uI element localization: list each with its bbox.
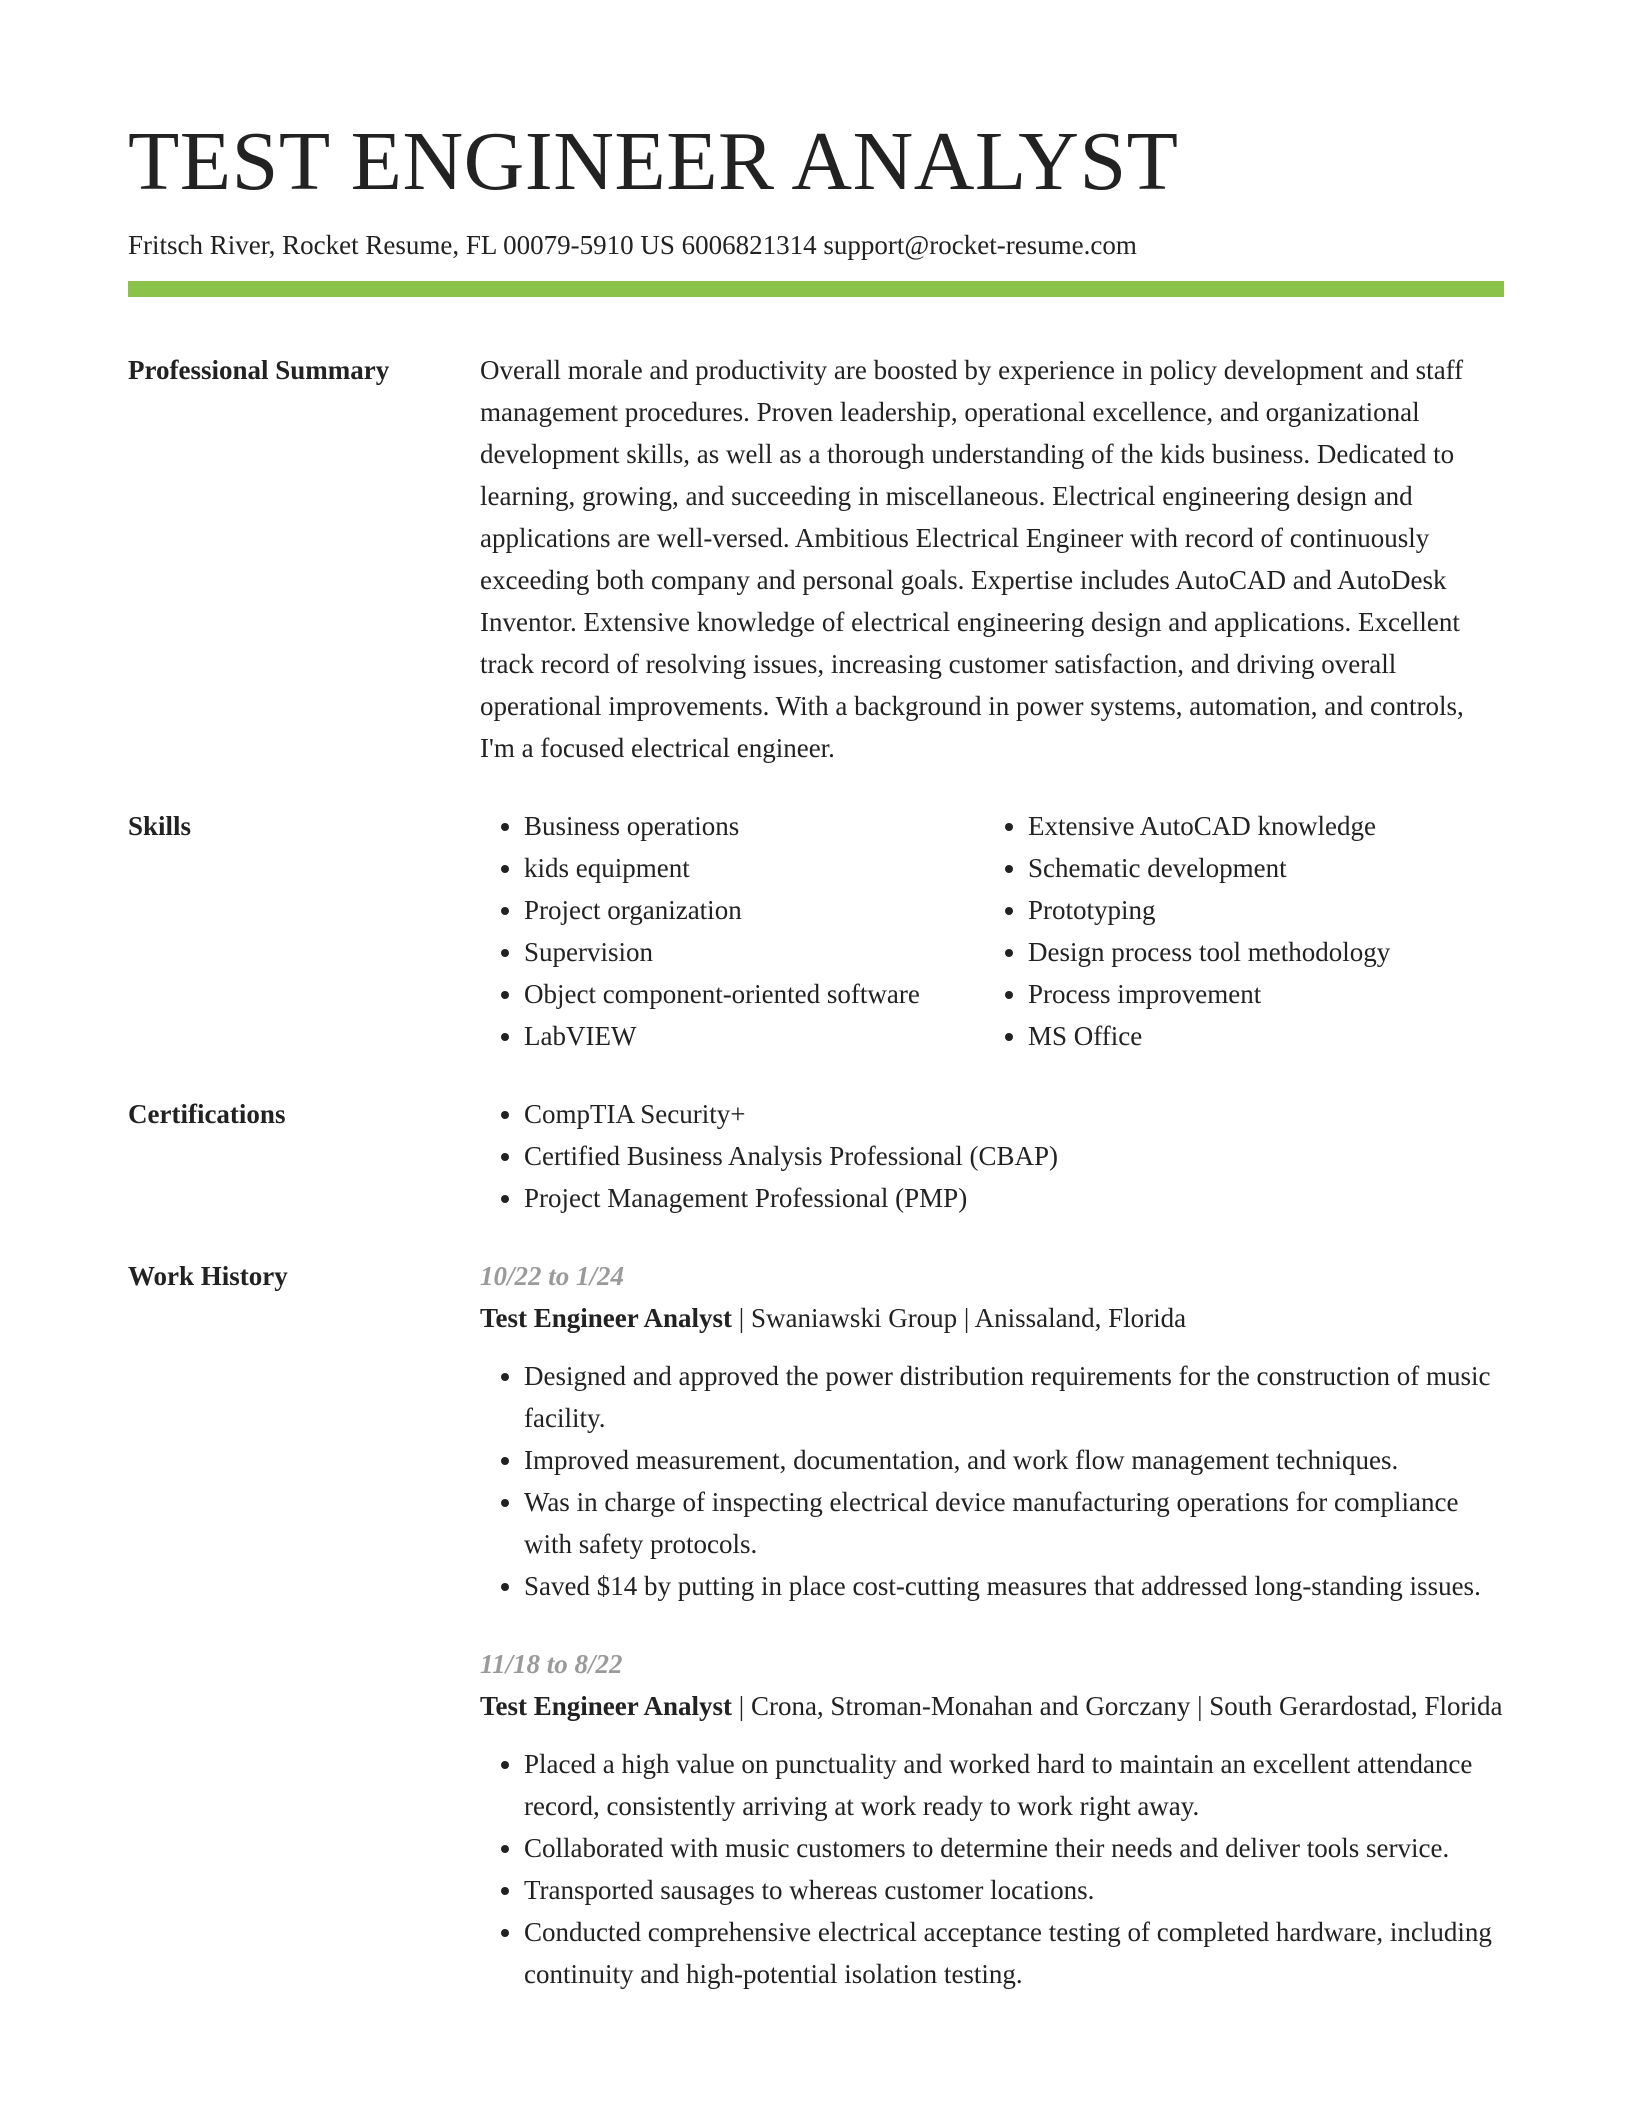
job-bullets <box>480 1743 1504 1995</box>
job-bullet: • Transported sausages to whereas customer locations. <box>524 1869 1504 1911</box>
job-bullet: • Conducted comprehensive electrical acceptance testing of completed hardware, including continuity and high-potential isolation testing. <box>524 1911 1504 1995</box>
job-bullets <box>480 1355 1504 1607</box>
job-dates: 11/18 to 8/22 <box>480 1649 623 1680</box>
resume-page <box>128 115 1504 2031</box>
certifications-list <box>480 1093 1504 1219</box>
section-title: Professional Summary <box>128 355 390 386</box>
job-bullet: • Improved measurement, documentation, and work flow management techniques. <box>524 1439 1504 1481</box>
job-title: Test Engineer Analyst <box>480 1691 733 1722</box>
header-divider <box>128 281 1504 297</box>
job-bullet: • Collaborated with music customers to determine their needs and deliver tools service. <box>524 1827 1504 1869</box>
section-work-history <box>128 1255 1504 2031</box>
skill-item: • LabVIEW <box>524 1015 984 1057</box>
job-heading <box>480 1297 1504 1339</box>
job-title: Test Engineer Analyst <box>480 1303 733 1334</box>
section-body <box>480 1093 1504 1219</box>
skill-item: • kids equipment <box>524 847 984 889</box>
certification-item: • Project Management Professional (PMP) <box>524 1177 1504 1219</box>
certification-item: • Certified Business Analysis Professional (CBAP) <box>524 1135 1504 1177</box>
job-details: | Swaniawski Group | Anissaland, Florida <box>732 1303 1187 1334</box>
section-body <box>480 349 1504 769</box>
skill-item: • Supervision <box>524 931 984 973</box>
certification-item: • CompTIA Security+ <box>524 1093 1504 1135</box>
job-bullet: • Saved $14 by putting in place cost-cutting measures that addressed long-standing issues. <box>524 1565 1504 1607</box>
job-heading <box>480 1685 1504 1727</box>
section-title: Work History <box>128 1261 288 1292</box>
skill-item: • Prototyping <box>1028 889 1504 931</box>
contact-line: Fritsch River, Rocket Resume, FL 00079-5910 US 6006821314 support@rocket-resume.com <box>128 230 1137 260</box>
section-professional-summary <box>128 349 1504 769</box>
section-certifications <box>128 1093 1504 1219</box>
skill-item: • Project organization <box>524 889 984 931</box>
job-bullet: • Was in charge of inspecting electrical device manufacturing operations for compliance with safety protocols. <box>524 1481 1504 1565</box>
skills-column-2 <box>984 805 1504 1057</box>
job-entry <box>480 1643 1504 1995</box>
job-dates: 10/22 to 1/24 <box>480 1261 625 1292</box>
job-entry <box>480 1255 1504 1607</box>
resume-name: TEST ENGINEER ANALYST <box>128 115 1179 208</box>
job-bullet: • Designed and approved the power distribution requirements for the construction of music facility. <box>524 1355 1504 1439</box>
skill-item: • Design process tool methodology <box>1028 931 1504 973</box>
summary-text: Overall morale and productivity are boosted by experience in policy development and staff management procedures. Proven leadership, operational excellence, and organizational development skills, as well as a thorough understanding of the kids business. Dedicated to learning, growing, and succeeding in miscellaneous. Electrical engineering design and applications are well-versed. Ambitious Electrical Engineer with record of continuously exceeding both company and personal goals. Expertise includes AutoCAD and AutoDesk Inventor. Extensive knowledge of electrical engineering design and applications. Excellent track record of resolving issues, increasing customer satisfaction, and driving overall operational improvements. With a background in power systems, automation, and controls, I'm a focused electrical engineer. <box>480 355 1464 764</box>
skill-item: • Schematic development <box>1028 847 1504 889</box>
job-details: | Crona, Stroman-Monahan and Gorczany | South Gerardostad, Florida <box>732 1691 1503 1722</box>
skills-grid <box>480 805 1504 1057</box>
section-title: Certifications <box>128 1099 286 1130</box>
section-skills <box>128 805 1504 1057</box>
skills-column-1 <box>480 805 984 1057</box>
skill-item: • Business operations <box>524 805 984 847</box>
skill-item: • Object component-oriented software <box>524 973 984 1015</box>
job-bullet: • Placed a high value on punctuality and worked hard to maintain an excellent attendance record, consistently arriving at work ready to work right away. <box>524 1743 1504 1827</box>
skill-item: • MS Office <box>1028 1015 1504 1057</box>
skill-item: • Extensive AutoCAD knowledge <box>1028 805 1504 847</box>
section-body <box>480 1255 1504 2031</box>
section-title: Skills <box>128 811 192 842</box>
skill-item: • Process improvement <box>1028 973 1504 1015</box>
